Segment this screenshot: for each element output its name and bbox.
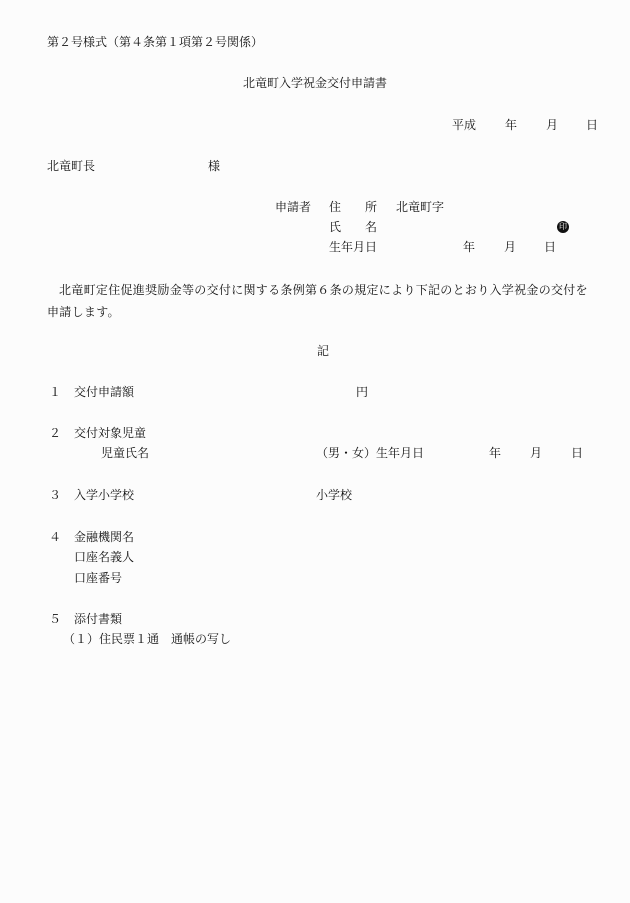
- ki-heading: 記: [317, 344, 330, 358]
- form-number: 第２号様式（第４条第１項第２号関係）: [47, 35, 264, 49]
- child-gender-birth: （男・女）生年月日: [316, 446, 425, 460]
- item-5-label: 添付書類: [74, 612, 123, 626]
- date-month: 月: [546, 118, 559, 132]
- item-4-label: 金融機関名: [74, 530, 135, 544]
- document-title: 北竜町入学祝金交付申請書: [243, 76, 388, 90]
- body-paragraph: 北竜町定住促進奨励金等の交付に関する条例第６条の規定により下記のとおり入学祝金の交付を申請します。: [47, 283, 588, 319]
- child-birth-year: 年: [489, 446, 502, 460]
- item-1-number: １: [49, 385, 62, 399]
- applicant-label: 申請者: [275, 200, 312, 214]
- item-3-number: ３: [49, 488, 62, 502]
- date-era: 平成: [452, 118, 477, 132]
- birth-month: 月: [504, 240, 517, 254]
- name-label: 氏 名: [329, 220, 378, 234]
- date-year: 年: [505, 118, 518, 132]
- item-2-label: 交付対象児童: [74, 426, 147, 440]
- child-birth-day: 日: [571, 446, 584, 460]
- account-holder-label: 口座名義人: [74, 550, 135, 564]
- date-day: 日: [586, 118, 599, 132]
- item-1-unit: 円: [356, 385, 369, 399]
- seal-mark: 印: [559, 222, 567, 231]
- item-5-number: ５: [49, 612, 62, 626]
- attachment-line: （１）住民票１通 通帳の写し: [63, 632, 232, 646]
- account-number-label: 口座番号: [74, 571, 123, 585]
- address-value: 北竜町字: [396, 200, 445, 214]
- school-suffix: 小学校: [316, 488, 353, 502]
- child-name-label: 児童氏名: [101, 446, 150, 460]
- addressee-honorific: 様: [208, 159, 221, 173]
- addressee-name: 北竜町長: [47, 159, 96, 173]
- birth-year: 年: [463, 240, 476, 254]
- item-2-number: ２: [49, 426, 62, 440]
- birth-label: 生年月日: [329, 240, 378, 254]
- item-1-label: 交付申請額: [74, 385, 135, 399]
- address-label: 住 所: [329, 200, 378, 214]
- child-birth-month: 月: [530, 446, 543, 460]
- birth-day: 日: [544, 240, 557, 254]
- item-4-number: ４: [49, 530, 62, 544]
- item-3-label: 入学小学校: [74, 488, 135, 502]
